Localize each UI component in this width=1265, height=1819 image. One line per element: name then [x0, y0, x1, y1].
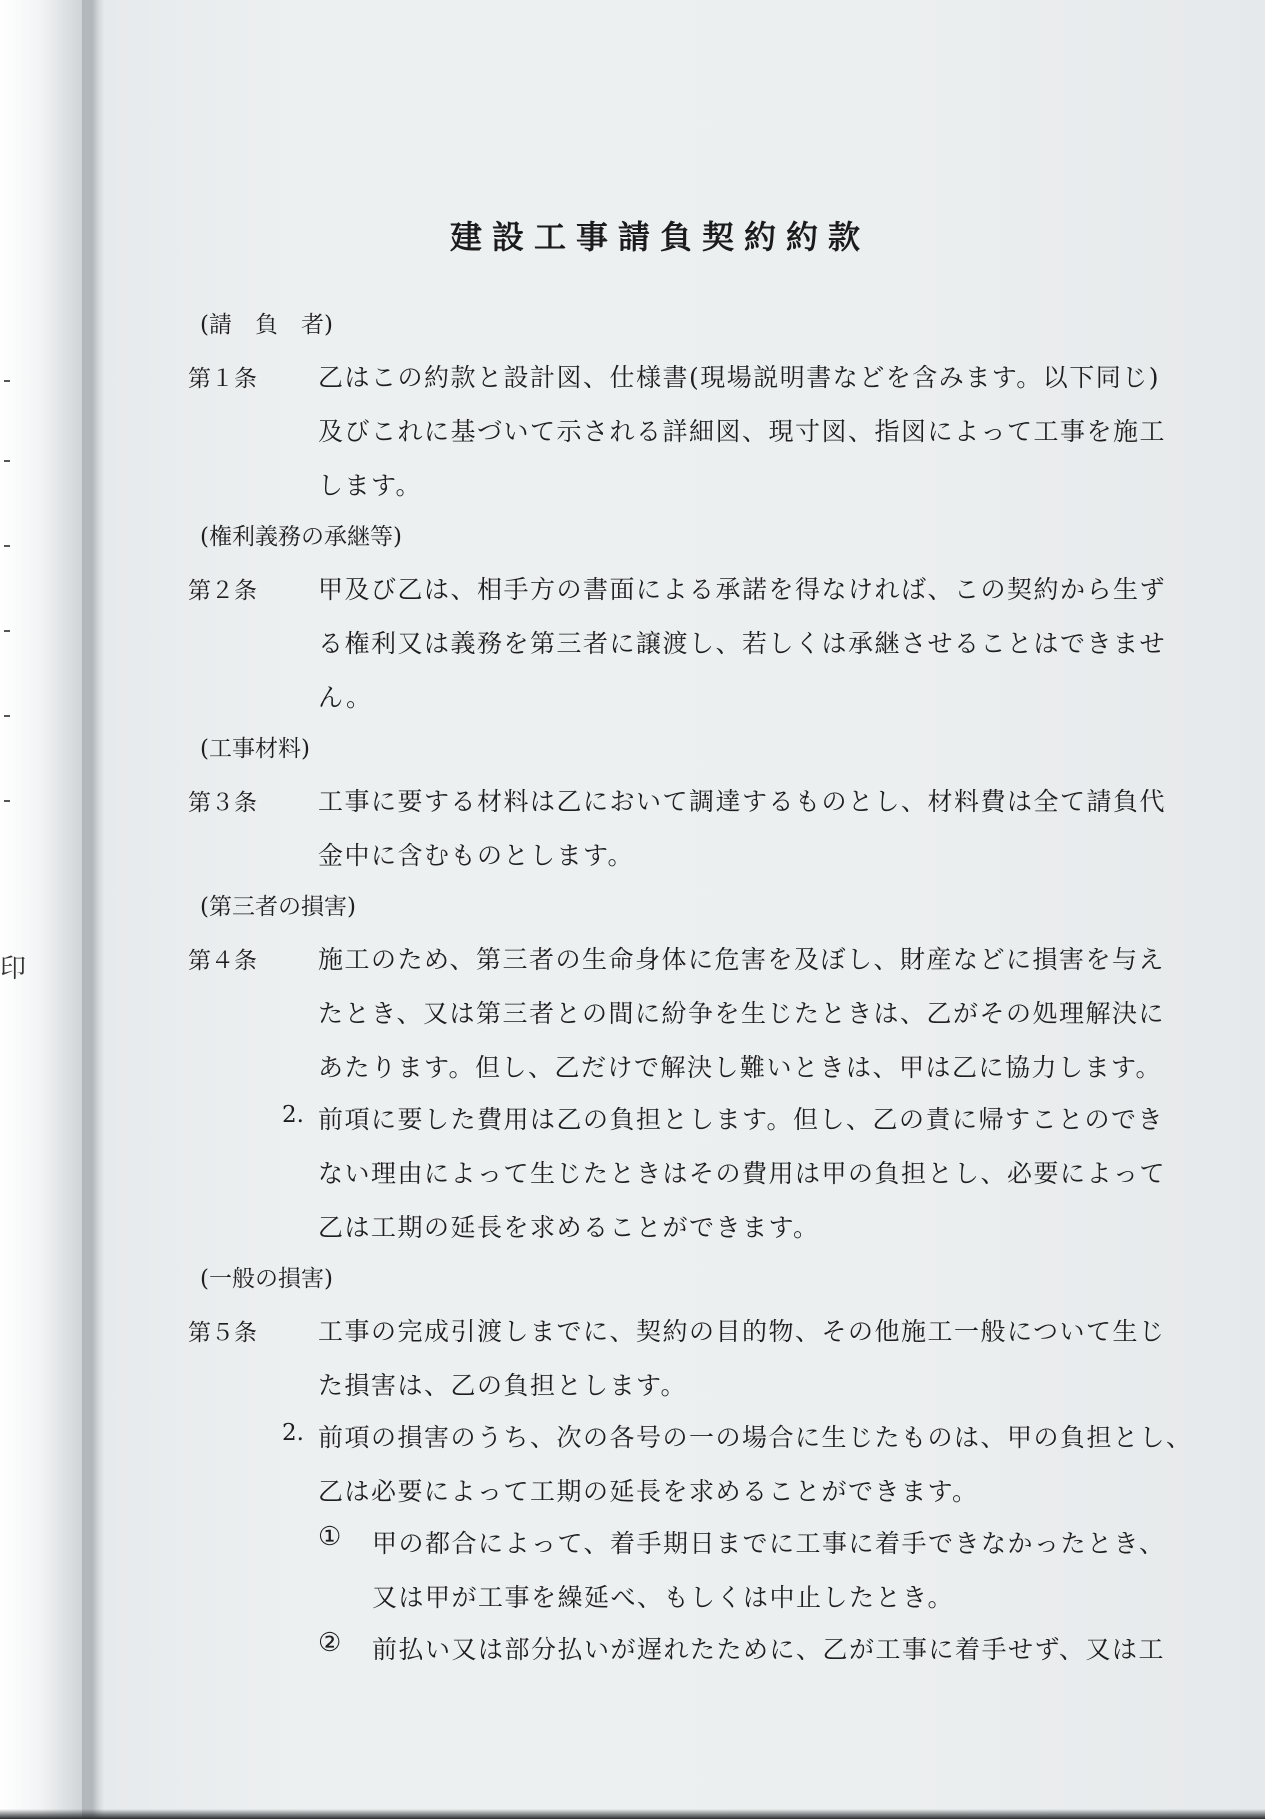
article-1-heading: (請 負 者) [200, 312, 333, 338]
article-2-line: る権利又は義務を第三者に譲渡し、若しくは承継させることはできませ [318, 629, 1167, 658]
article-5-para-line: 乙は必要によって工期の延長を求めることができます。 [318, 1477, 979, 1506]
article-5-number: 第５条 [188, 1320, 257, 1346]
margin-dot [4, 545, 10, 547]
document-title: 建設工事請負契約約款 [449, 218, 870, 256]
article-2-number: 第２条 [188, 578, 257, 604]
article-5-line: た損害は、乙の負担とします。 [318, 1371, 688, 1400]
item-2-line: 前払い又は部分払いが遅れたために、乙が工事に着手せず、又は工 [372, 1635, 1166, 1664]
page-bottom-edge [0, 1809, 1265, 1819]
article-4-para-number: 2. [282, 1102, 304, 1128]
article-3-heading: (工事材料) [200, 736, 310, 762]
article-4-number: 第４条 [188, 948, 257, 974]
article-3-line: 金中に含むものとします。 [318, 841, 635, 870]
margin-dot [4, 800, 10, 802]
article-5-line: 工事の完成引渡しまでに、契約の目的物、その他施工一般について生じ [318, 1317, 1166, 1346]
article-3-number: 第３条 [188, 790, 257, 816]
article-1-line: 及びこれに基づいて示される詳細図、現寸図、指図によって工事を施工 [318, 417, 1167, 446]
article-4-line: たとき、又は第三者との間に紛争を生じたときは、乙がその処理解決に [318, 999, 1166, 1028]
article-4-heading: (第三者の損害) [200, 894, 356, 920]
margin-dot [4, 460, 10, 462]
item-2-mark: ② [318, 1628, 342, 1658]
margin-dot [4, 715, 10, 717]
article-4-para-line: 前項に要した費用は乙の負担とします。但し、乙の責に帰すことのでき [318, 1105, 1165, 1134]
item-1-line: 又は甲が工事を繰延べ、もしくは中止したとき。 [372, 1583, 955, 1612]
article-2-line: ん。 [318, 683, 373, 712]
article-4-line: 施工のため、第三者の生命身体に危害を及ぼし、財産などに損害を与え [318, 945, 1166, 974]
article-5-para-line: 前項の損害のうち、次の各号の一の場合に生じたものは、甲の負担とし、 [318, 1423, 1193, 1452]
article-5-para-number: 2. [282, 1420, 304, 1446]
article-5-heading: (一般の損害) [200, 1266, 333, 1292]
article-1-line: 乙はこの約款と設計図、仕様書(現場説明書などを含みます。以下同じ) [318, 363, 1161, 392]
margin-dot [4, 630, 10, 632]
binding-gutter [82, 0, 98, 1819]
article-2-heading: (権利義務の承継等) [200, 524, 402, 550]
article-3-line: 工事に要する材料は乙において調達するものとし、材料費は全て請負代 [318, 787, 1167, 816]
article-1-number: 第１条 [188, 366, 257, 392]
item-1-line: 甲の都合によって、着手期日までに工事に着手できなかったとき、 [372, 1529, 1166, 1558]
article-4-para-line: ない理由によって生じたときはその費用は甲の負担とし、必要によって [318, 1159, 1167, 1188]
margin-dot [4, 380, 10, 382]
article-1-line: します。 [318, 471, 423, 500]
article-4-line: あたります。但し、乙だけで解決し難いときは、甲は乙に協力します。 [318, 1053, 1163, 1082]
margin-stamp-char: 印 [0, 954, 27, 984]
item-1-mark: ① [318, 1522, 342, 1552]
article-4-para-line: 乙は工期の延長を求めることができます。 [318, 1213, 820, 1242]
article-2-line: 甲及び乙は、相手方の書面による承諾を得なければ、この契約から生ず [318, 575, 1167, 604]
